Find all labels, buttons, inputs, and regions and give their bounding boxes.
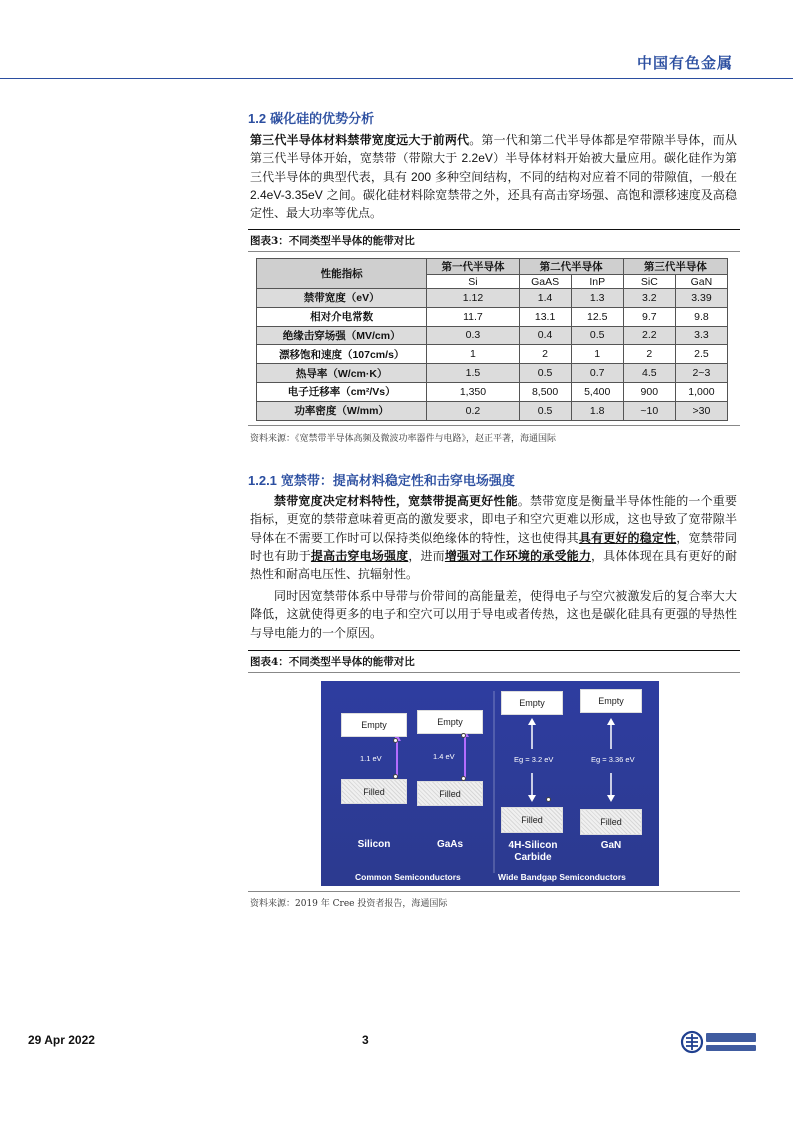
table-header-cell: 第一代半导体 (427, 259, 519, 275)
page-header-title: 中国有色金属 (636, 54, 733, 72)
section-heading-1-2-1 (248, 470, 515, 489)
gaas-gap-label: 1.4 eV (433, 752, 455, 761)
table-cell: 2.2 (623, 326, 675, 345)
table-cell: 1.3 (571, 289, 623, 308)
label-unit: 107cm/s (352, 348, 394, 361)
table-cell: 1.12 (427, 289, 519, 308)
table-cell: 3.2 (623, 289, 675, 308)
label-text: ） (376, 367, 388, 380)
sic-name-line-2: Carbide (514, 852, 552, 863)
band-label: Empty (361, 720, 387, 730)
label-text: 电子迁移率（ (287, 386, 351, 399)
section-title: 碳化硅的优势分析 (270, 112, 375, 127)
si-gap-label: 1.1 eV (360, 754, 382, 763)
paragraph-number: 200 (411, 169, 432, 184)
table-row (257, 326, 728, 345)
paragraph-1-2-1-b: 同时因宽禁带体系中导带与价带间的高能量差，使得电子与空穴被激发后的复合率大大降低，这就使得更多的电子和空穴可以用于导电或者传热，这也是碳化硅具有更强的导热性与导电能力的一个原因。 (250, 589, 737, 640)
table-cell: 0.5 (519, 401, 571, 420)
footer-date: 29 Apr 2022 (28, 1033, 95, 1047)
table-cell: 1,350 (427, 382, 519, 401)
table-row-label (257, 307, 427, 326)
table-cell: 2 (519, 345, 571, 364)
haitong-logo (680, 1028, 760, 1056)
paragraph-emphasis: 提高击穿电场强度 (310, 548, 409, 563)
table-material-cell: Si (427, 275, 519, 289)
paragraph-text: 。第一代和第二代半导体都是窄带隙半导体，而从第三代半导体开始，宽禁带（带隙大于 (250, 133, 737, 166)
table-cell: 4.5 (623, 364, 675, 383)
table-cell: >30 (675, 401, 727, 420)
table-row (257, 345, 728, 364)
electron-dot (393, 774, 398, 779)
si-filled-band (341, 779, 407, 804)
table-row (257, 364, 728, 383)
table-cell: 2 (623, 345, 675, 364)
table-material-cell: GaN (675, 275, 727, 289)
label-unit: cm²/Vs (350, 386, 386, 399)
table-material-cell: GaAS (519, 275, 571, 289)
table-cell: 2.5 (675, 345, 727, 364)
table-cell: 12.5 (571, 307, 623, 326)
table-cell: 1.5 (427, 364, 519, 383)
table-cell: 0.3 (427, 326, 519, 345)
common-semiconductors-caption: Common Semiconductors (355, 872, 461, 882)
header-rule (0, 78, 793, 79)
band-label: Filled (439, 788, 461, 799)
label-text: 功率密度（ (294, 405, 347, 418)
table-cell: 8,500 (519, 382, 571, 401)
label-unit: eV (356, 292, 370, 305)
paragraph-text: 。禁带宽度是衡量半导体性能的一个重要指标，更宽的禁带意味着更高的激发要求，即电子和空穴更难以形成，这也导致了宽带隙半导体在不需要工作时可以保持类似绝缘体的特性，这也使得其 (250, 494, 737, 545)
paragraph-text: ，具体体现在具有更好的耐热性和耐高电压性、抗辐射性。 (250, 548, 737, 582)
hole-dot (393, 738, 398, 743)
table-cell: ~10 (623, 401, 675, 420)
table-material-cell: SiC (623, 275, 675, 289)
table-row-label (257, 401, 427, 420)
table-cell: 1.4 (519, 289, 571, 308)
gaas-filled-band (417, 781, 483, 806)
si-empty-band (341, 713, 407, 737)
figure-4-bottom-rule (248, 891, 740, 892)
figure-3-source: 资料来源：《宽禁带半导体高频及微波功率器件与电路》，赵正平著，海通国际 (250, 434, 557, 444)
paragraph-emphasis: 增强对工作环境的承受能力 (444, 548, 591, 563)
logo-mark (686, 1034, 698, 1050)
label-unit: MV/cm (356, 329, 391, 342)
gan-gap-label: Eg = 3.36 eV (591, 755, 635, 764)
figure-3-label: 图表3：不同类型半导体的能带对比 (248, 229, 740, 252)
table-cell: 1 (427, 345, 519, 364)
table-row (257, 382, 728, 401)
band-label: Filled (521, 815, 543, 825)
table-material-cell: InP (571, 275, 623, 289)
paragraph-number: 2.2eV (461, 151, 493, 166)
table-cell: 1,000 (675, 382, 727, 401)
sic-gap-label: Eg = 3.2 eV (514, 755, 554, 764)
table-row-label (257, 345, 427, 364)
paragraph-text: ）半导体材料开始被大量应用。碳化硅作为第三代半导体的典型代表，具有 (250, 151, 737, 184)
table-cell: 1.8 (571, 401, 623, 420)
section-number: 1.2.1 (248, 473, 277, 488)
logo-wordmark-en (706, 1045, 756, 1051)
table-cell: 900 (623, 382, 675, 401)
paragraph-1-2 (250, 131, 737, 222)
figure-3-bottom-rule (248, 425, 740, 426)
paragraph-text: 多种空间结构，不同的结构对应着不同的带隙值，一般在 (431, 169, 737, 184)
table-row-label (257, 382, 427, 401)
band-label: Empty (437, 717, 463, 727)
hole-dot (461, 733, 466, 738)
label-text: ） (378, 405, 389, 418)
gaas-name: GaAs (436, 839, 464, 850)
label-unit: W/mm (346, 405, 379, 418)
band-label: Empty (519, 698, 545, 708)
table-header-cell: 第三代半导体 (623, 259, 727, 275)
label-text: 禁带宽度（ (303, 292, 357, 305)
sic-name (497, 840, 569, 864)
table-cell: 11.7 (427, 307, 519, 326)
table-cell: 9.8 (675, 307, 727, 326)
gan-arrow-down-head (607, 795, 615, 802)
table-row-label (257, 289, 427, 308)
table-cell: 1 (571, 345, 623, 364)
table-cell: 0.5 (571, 326, 623, 345)
paragraph-text: ，进而 (408, 548, 445, 563)
footer-page-number: 3 (362, 1033, 369, 1047)
label-text: 绝缘击穿场强（ (282, 329, 357, 342)
gan-empty-band (580, 689, 642, 713)
table-cell: 2~3 (675, 364, 727, 383)
band-label: Filled (363, 786, 385, 797)
sic-empty-band (501, 691, 563, 715)
band-label: Empty (598, 696, 624, 706)
electron-dot (461, 776, 466, 781)
figure-4-label: 图表4：不同类型半导体的能带对比 (248, 650, 740, 673)
table-row (257, 307, 728, 326)
label-text: ） (369, 292, 380, 305)
label-unit: W/cm·K (337, 367, 377, 380)
si-name: Silicon (357, 839, 391, 850)
label-text: 相对介电常数 (310, 311, 374, 324)
sic-name-line-1: 4H-Silicon (508, 840, 558, 851)
paragraph-text: ，宽禁带同时也有助于 (250, 530, 737, 563)
table-cell: 13.1 (519, 307, 571, 326)
paragraph-text: 之间。碳化硅材料除宽禁带之外，还具有高击穿场强、高饱和漂移速度及高稳定性、最大功率等优点。 (250, 187, 737, 221)
sic-filled-band (501, 807, 563, 833)
label-text: 热导率（ (295, 367, 338, 380)
table-header-cell: 第二代半导体 (519, 259, 623, 275)
label-text: ） (385, 386, 396, 399)
table-cell: 5,400 (571, 382, 623, 401)
gan-name: GaN (600, 840, 622, 851)
table-cell: 3.3 (675, 326, 727, 345)
sic-arrow-down-head (528, 795, 536, 802)
section-title: 宽禁带：提高材料稳定性和击穿电场强度 (280, 474, 515, 489)
section-heading-1-2 (248, 108, 374, 127)
table-row-label (257, 326, 427, 345)
table-header-cell: 性能指标 (257, 259, 427, 289)
band-label: Filled (600, 817, 622, 827)
semiconductor-comparison-table (256, 258, 728, 421)
table-cell: 0.2 (427, 401, 519, 420)
table-cell: 0.4 (519, 326, 571, 345)
wide-bandgap-caption: Wide Bandgap Semiconductors (498, 872, 626, 882)
paragraph-1-2-1-a (250, 492, 737, 583)
table-cell: 0.7 (571, 364, 623, 383)
paragraph-emphasis: 具有更好的稳定性 (578, 530, 677, 545)
gaas-empty-band (417, 710, 483, 734)
label-text: ） (393, 348, 405, 361)
gan-arrow-up-head (607, 718, 615, 725)
label-text: ） (390, 329, 401, 342)
table-cell: 9.7 (623, 307, 675, 326)
table-header-row (257, 259, 728, 275)
gan-filled-band (580, 809, 642, 835)
section-number: 1.2 (248, 111, 267, 126)
logo-wordmark-cn (706, 1033, 756, 1042)
paragraph-lead: 第三代半导体材料禁带宽度远大于前两代 (250, 133, 470, 147)
paragraph-number: 2.4eV-3.35eV (250, 187, 323, 202)
table-row-label (257, 364, 427, 383)
label-text: 漂移饱和速度（ (278, 348, 353, 361)
table-cell: 3.39 (675, 289, 727, 308)
paragraph-lead: 禁带宽度决定材料特性，宽禁带提高更好性能 (274, 494, 518, 508)
band-gap-diagram (321, 681, 659, 886)
table-row (257, 401, 728, 420)
figure-4-source: 资料来源：2019 年 Cree 投资者报告，海通国际 (250, 899, 448, 909)
table-row (257, 289, 728, 308)
sic-arrow-up-head (528, 718, 536, 725)
table-cell: 0.5 (519, 364, 571, 383)
electron-dot (546, 797, 551, 802)
